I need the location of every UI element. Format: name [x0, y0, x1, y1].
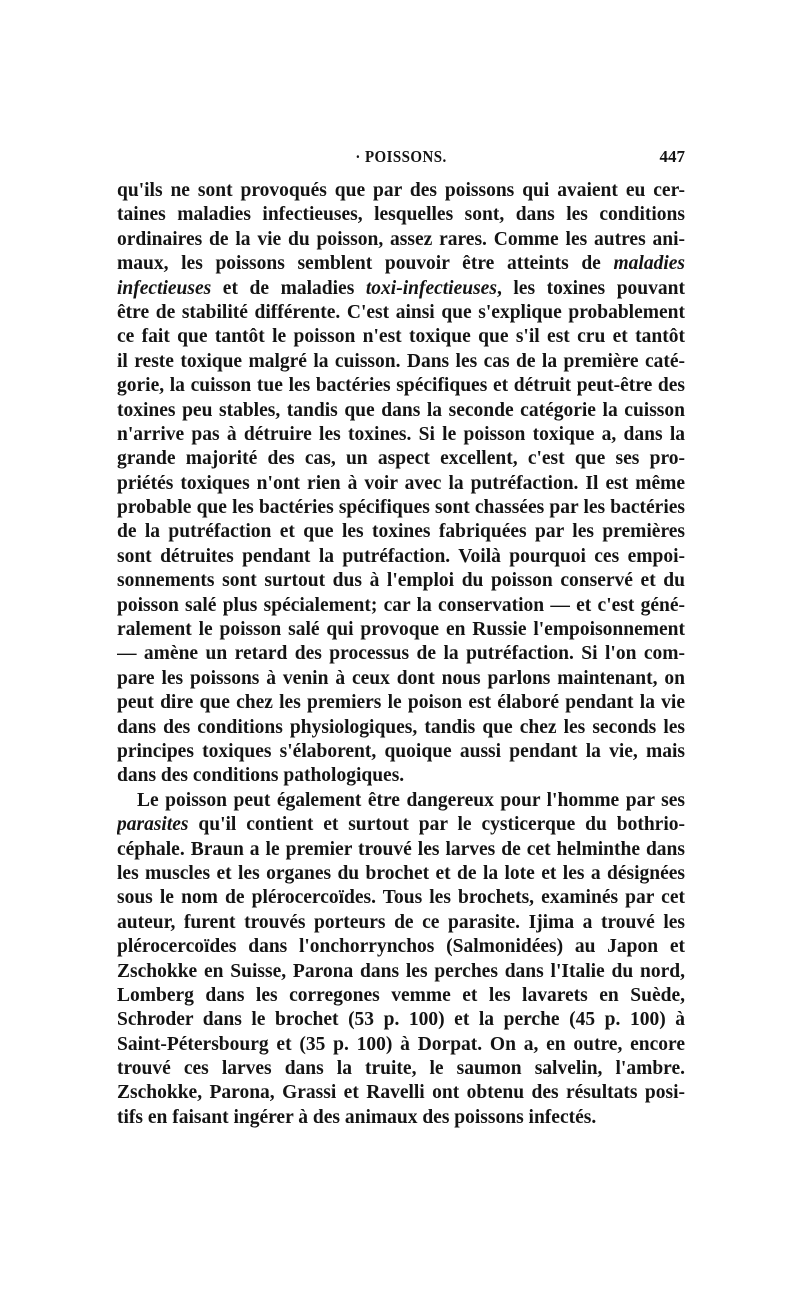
text-line: n'arrive pas à détruire les toxines. Si le poisson toxique a, dans la [117, 423, 685, 445]
text-line: parasites qu'il contient et surtout par le cysticerque du bothrio- [117, 814, 685, 836]
text-line: de la putréfaction et que les toxines fabriquées par les premières [117, 521, 685, 543]
paragraph-1 [117, 179, 685, 789]
paragraph-2 [117, 789, 685, 1130]
text-line: sonnements sont surtout dus à l'emploi du poisson conservé et du [117, 570, 685, 592]
text-line: Zschokke en Suisse, Parona dans les perches dans l'Italie du nord, [117, 960, 685, 982]
text-line: ce fait que tantôt le poisson n'est toxique que s'il est cru et tantôt [117, 326, 685, 348]
text-line: sous le nom de plérocercoïdes. Tous les brochets, examinés par cet [117, 887, 685, 909]
running-title: · POISSONS. [355, 147, 447, 166]
text-line: sont détruites pendant la putréfaction. Voilà pourquoi ces empoi- [117, 545, 685, 567]
text-line: il reste toxique malgré la cuisson. Dans les cas de la première caté- [117, 350, 685, 372]
text-line: dans des conditions pathologiques. [117, 765, 405, 787]
text-line: toxines peu stables, tandis que dans la seconde catégorie la cuisson [117, 399, 685, 421]
text-line: auteur, furent trouvés porteurs de ce parasite. Ijima a trouvé les [117, 911, 685, 933]
text-line: — amène un retard des processus de la putréfaction. Si l'on com- [117, 643, 685, 665]
text-line: ralement le poisson salé qui provoque en Russie l'empoisonnement [117, 619, 685, 641]
text-line: probable que les bactéries spécifiques sont chassées par les bactéries [117, 497, 685, 519]
text-line: Schroder dans le brochet (53 p. 100) et la perche (45 p. 100) à [117, 1009, 685, 1031]
running-head [117, 147, 685, 173]
text-line: ordinaires de la vie du poisson, assez rares. Comme les autres ani- [117, 228, 685, 250]
text-line: priétés toxiques n'ont rien à voir avec la putréfaction. Il est même [117, 472, 685, 494]
text-line: Saint-Pétersbourg et (35 p. 100) à Dorpat. On a, en outre, encore [117, 1033, 685, 1055]
text-line: être de stabilité différente. C'est ainsi que s'explique probablement [117, 301, 685, 323]
text-line: peut dire que chez les premiers le poison est élaboré pendant la vie [117, 692, 685, 714]
text-line: infectieuses et de maladies toxi-infectieuses, les toxines pouvant [117, 277, 685, 299]
text-line: principes toxiques s'élaborent, quoique aussi pendant la vie, mais [117, 740, 685, 762]
text-line: trouvé ces larves dans la truite, le saumon salvelin, l'ambre. [117, 1058, 685, 1080]
text-line: tifs en faisant ingérer à des animaux des poissons infectés. [117, 1106, 597, 1128]
text-line: grande majorité des cas, un aspect excellent, c'est que ses pro- [117, 448, 685, 470]
text-line: les muscles et les organes du brochet et de la lote et les a désignées [117, 862, 685, 884]
text-line: gorie, la cuisson tue les bactéries spécifiques et détruit peut-être des [117, 375, 685, 397]
body-text [117, 179, 685, 1130]
page-number: 447 [659, 147, 685, 166]
text-line: dans des conditions physiologiques, tandis que chez les seconds les [117, 716, 685, 738]
text-line: poisson salé plus spécialement; car la conservation — et c'est géné- [117, 594, 685, 616]
text-line: plérocercoïdes dans l'onchorrynchos (Salmonidées) au Japon et [117, 936, 685, 958]
text-line: taines maladies infectieuses, lesquelles sont, dans les conditions [117, 204, 685, 226]
text-line: pare les poissons à venin à ceux dont nous parlons maintenant, on [117, 667, 685, 689]
text-line: Zschokke, Parona, Grassi et Ravelli ont obtenu des résultats posi- [117, 1082, 685, 1104]
text-line: Lomberg dans les corregones vemme et les lavarets en Suède, [117, 984, 685, 1006]
text-line: Le poisson peut également être dangereux pour l'homme par ses [137, 789, 685, 811]
text-line: céphale. Braun a le premier trouvé les larves de cet helminthe dans [117, 838, 685, 860]
text-line: maux, les poissons semblent pouvoir être atteints de maladies [117, 253, 685, 275]
text-line: qu'ils ne sont provoqués que par des poissons qui avaient eu cer- [117, 180, 685, 201]
